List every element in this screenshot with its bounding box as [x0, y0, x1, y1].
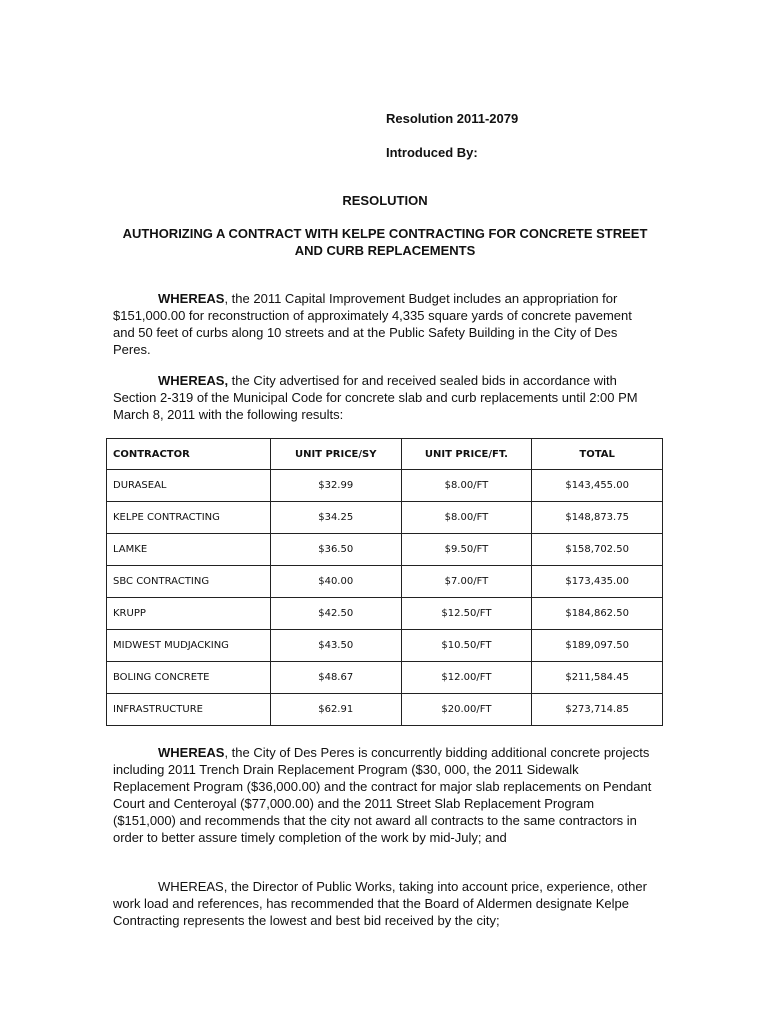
paragraph-text: , the City of Des Peres is concurrently bidding additional concrete projects including 2011 Trench Drain Replacement Program ($30, 000, the 2011 Sidewalk Replacement Program ($36,000.00) and the contract for major slab replacements on Pendant Court and Centeroyal ($77,000.00) and the 2011 Street Slab Replacement Program ($151,000) and recommends that the city not award all contracts to the same contractors in order to better assure timely completion of the work by mid-July; and [113, 745, 652, 845]
paragraph-lead: WHEREAS [158, 291, 225, 306]
header-unit-price-sy: UNIT PRICE/SY [270, 439, 401, 470]
cell-contractor: SBC CONTRACTING [107, 566, 271, 598]
cell-total: $189,097.50 [532, 630, 663, 662]
cell-unit-price-ft: $9.50/FT [401, 534, 532, 566]
cell-contractor: LAMKE [107, 534, 271, 566]
table-row [107, 598, 663, 630]
whereas-paragraph-3 [113, 744, 653, 846]
document-title: AUTHORIZING A CONTRACT WITH KELPE CONTRACTING FOR CONCRETE STREET AND CURB REPLACEMENTS [122, 226, 648, 258]
cell-total: $143,455.00 [532, 470, 663, 502]
resolution-number: Resolution 2011-2079 [386, 111, 519, 126]
table-row [107, 502, 663, 534]
header-unit-price-ft: UNIT PRICE/FT. [401, 439, 532, 470]
cell-total: $173,435.00 [532, 566, 663, 598]
cell-total: $158,702.50 [532, 534, 663, 566]
cell-unit-price-ft: $8.00/FT [401, 470, 532, 502]
cell-total: $211,584.45 [532, 662, 663, 694]
whereas-paragraph-1 [113, 290, 653, 358]
cell-unit-price-ft: $10.50/FT [401, 630, 532, 662]
cell-unit-price-sy: $42.50 [270, 598, 401, 630]
table-row [107, 534, 663, 566]
document-type: RESOLUTION [342, 193, 428, 208]
introduced-by: Introduced By: [386, 145, 478, 160]
cell-unit-price-sy: $34.25 [270, 502, 401, 534]
cell-contractor: BOLING CONCRETE [107, 662, 271, 694]
cell-unit-price-sy: $62.91 [270, 694, 401, 726]
cell-contractor: INFRASTRUCTURE [107, 694, 271, 726]
whereas-paragraph-2 [113, 372, 653, 423]
cell-contractor: KRUPP [107, 598, 271, 630]
paragraph-text: WHEREAS, the Director of Public Works, taking into account price, experience, other work load and references, has recommended that the Board of Aldermen designate Kelpe Contracting represents the lowest and best bid received by the city; [113, 879, 647, 928]
bid-results-table [106, 438, 663, 726]
paragraph-lead: WHEREAS, [158, 373, 229, 388]
cell-unit-price-sy: $36.50 [270, 534, 401, 566]
cell-total: $184,862.50 [532, 598, 663, 630]
cell-unit-price-ft: $20.00/FT [401, 694, 532, 726]
table-row [107, 470, 663, 502]
header-total: TOTAL [532, 439, 663, 470]
cell-unit-price-ft: $12.00/FT [401, 662, 532, 694]
cell-unit-price-sy: $43.50 [270, 630, 401, 662]
cell-unit-price-ft: $8.00/FT [401, 502, 532, 534]
cell-unit-price-ft: $7.00/FT [401, 566, 532, 598]
table-row [107, 630, 663, 662]
cell-contractor: MIDWEST MUDJACKING [107, 630, 271, 662]
cell-unit-price-ft: $12.50/FT [401, 598, 532, 630]
cell-total: $148,873.75 [532, 502, 663, 534]
paragraph-text: , the 2011 Capital Improvement Budget includes an appropriation for $151,000.00 for reconstruction of approximately 4,335 square yards of concrete pavement and 50 feet of curbs along 10 streets and at the Public Safety Building in the City of Des Peres. [113, 291, 632, 357]
table-row [107, 694, 663, 726]
cell-unit-price-sy: $40.00 [270, 566, 401, 598]
cell-unit-price-sy: $32.99 [270, 470, 401, 502]
paragraph-text: the City advertised for and received sealed bids in accordance with Section 2-319 of the Municipal Code for concrete slab and curb replacements until 2:00 PM March 8, 2011 with the following results: [113, 373, 638, 422]
table-header-row [107, 439, 663, 470]
cell-contractor: KELPE CONTRACTING [107, 502, 271, 534]
cell-total: $273,714.85 [532, 694, 663, 726]
cell-unit-price-sy: $48.67 [270, 662, 401, 694]
table-row [107, 662, 663, 694]
cell-contractor: DURASEAL [107, 470, 271, 502]
whereas-paragraph-4 [113, 878, 653, 929]
header-contractor: CONTRACTOR [107, 439, 271, 470]
paragraph-lead: WHEREAS [158, 745, 225, 760]
table-row [107, 566, 663, 598]
